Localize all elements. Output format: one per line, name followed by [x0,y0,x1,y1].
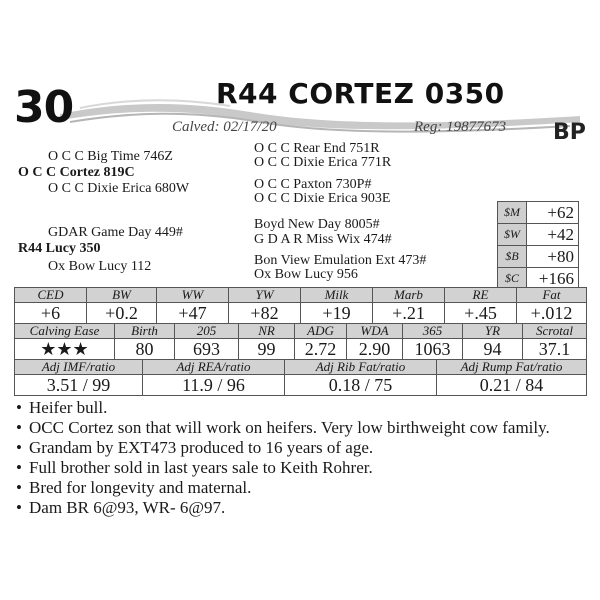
lot-number: 30 [14,82,74,133]
pedigree-gg-6: G D A R Miss Wix 474# [254,232,392,247]
epd-header-marb: Marb [373,288,445,303]
dollar-index-row [498,268,578,289]
carcass-header-rump-fat: Adj Rump Fat/ratio [437,360,587,375]
perf-value-scrotal: 37.1 [523,339,587,360]
perf-value-yr: 94 [463,339,523,360]
bullet-icon: • [16,418,22,437]
perf-header-yr: YR [463,324,523,339]
list-item [16,498,596,518]
animal-name: R44 CORTEZ 0350 [216,77,505,110]
dollar-index-value: +80 [547,247,574,266]
dollar-index-label: $C [498,268,527,289]
list-item [16,398,596,418]
carcass-table [14,359,587,396]
list-item [16,458,596,478]
carcass-header-rib-fat: Adj Rib Fat/ratio [285,360,437,375]
pedigree-gg-5: Boyd New Day 8005# [254,217,380,232]
note-text: Heifer bull. [29,398,108,417]
epd-header-milk: Milk [301,288,373,303]
epd-header-yw: YW [229,288,301,303]
perf-value-birth: 80 [115,339,175,360]
pedigree-gg-1: O C C Rear End 751R [254,141,380,156]
perf-header-205: 205 [175,324,239,339]
bullet-icon: • [16,438,22,457]
pedigree-dam-sire: GDAR Game Day 449# [48,225,183,240]
perf-header-adg: ADG [295,324,347,339]
dollar-index-value: +166 [538,269,574,288]
perf-header-scrotal: Scrotal [523,324,587,339]
perf-value-wda: 2.90 [347,339,403,360]
pedigree-sire-sire: O C C Big Time 746Z [48,149,173,164]
list-item [16,478,596,498]
list-item [16,438,596,458]
dollar-index-value: +42 [547,225,574,244]
epd-header-re: RE [445,288,517,303]
pedigree-gg-8: Ox Bow Lucy 956 [254,267,358,282]
dollar-index-label: $M [498,202,527,223]
perf-value-adg: 2.72 [295,339,347,360]
performance-table [14,323,587,360]
note-text: Bred for longevity and maternal. [29,478,252,497]
perf-value-nr: 99 [239,339,295,360]
epd-table [14,287,587,324]
pedigree-sire-dam: O C C Dixie Erica 680W [48,181,190,196]
note-text: Full brother sold in last years sale to Keith Rohrer. [29,458,373,477]
carcass-value-rib-fat: 0.18 / 75 [285,375,437,396]
epd-value-ced: +6 [15,303,87,324]
dollar-index-label: $W [498,224,527,245]
calving-ease-stars: ★★★ [15,339,115,360]
epd-value-milk: +19 [301,303,373,324]
dollar-index-row [498,224,578,246]
dollar-index-box [497,201,579,290]
carcass-value-imf: 3.51 / 99 [15,375,143,396]
perf-header-nr: NR [239,324,295,339]
epd-header-bw: BW [87,288,157,303]
registration-number: Reg: 19877673 [414,119,507,135]
pedigree-dam: R44 Lucy 350 [18,241,101,256]
bullet-icon: • [16,478,22,497]
note-text: Dam BR 6@93, WR- 6@97. [29,498,226,517]
epd-value-marb: +.21 [373,303,445,324]
note-text: OCC Cortez son that will work on heifers. Very low birthweight cow family. [29,418,550,437]
pedigree-gg-2: O C C Dixie Erica 771R [254,155,392,170]
epd-header-ww: WW [157,288,229,303]
perf-header-birth: Birth [115,324,175,339]
bullet-icon: • [16,458,22,477]
epd-value-ww: +47 [157,303,229,324]
bullet-icon: • [16,398,22,417]
dollar-index-row [498,202,578,224]
dollar-index-value: +62 [547,203,574,222]
pedigree-gg-3: O C C Paxton 730P# [254,177,372,192]
perf-header-calving-ease: Calving Ease [15,324,115,339]
bullet-icon: • [16,498,22,517]
carcass-header-imf: Adj IMF/ratio [15,360,143,375]
carcass-value-rump-fat: 0.21 / 84 [437,375,587,396]
perf-header-wda: WDA [347,324,403,339]
pedigree-dam-dam: Ox Bow Lucy 112 [48,259,152,274]
dollar-index-label: $B [498,246,527,267]
breed-code: BP [553,120,586,145]
epd-value-re: +.45 [445,303,517,324]
carcass-header-rea: Adj REA/ratio [143,360,285,375]
epd-value-yw: +82 [229,303,301,324]
epd-value-fat: +.012 [517,303,587,324]
perf-header-365: 365 [403,324,463,339]
note-text: Grandam by EXT473 produced to 16 years of age. [29,438,374,457]
epd-value-bw: +0.2 [87,303,157,324]
calved-date: Calved: 02/17/20 [172,119,277,135]
carcass-value-rea: 11.9 / 96 [143,375,285,396]
perf-value-365: 1063 [403,339,463,360]
epd-header-ced: CED [15,288,87,303]
perf-value-205: 693 [175,339,239,360]
pedigree-gg-7: Bon View Emulation Ext 473# [254,253,427,268]
epd-header-fat: Fat [517,288,587,303]
pedigree-gg-4: O C C Dixie Erica 903E [254,191,391,206]
pedigree-sire: O C C Cortez 819C [18,165,135,180]
notes-list [16,398,596,518]
dollar-index-row [498,246,578,268]
list-item [16,418,596,438]
